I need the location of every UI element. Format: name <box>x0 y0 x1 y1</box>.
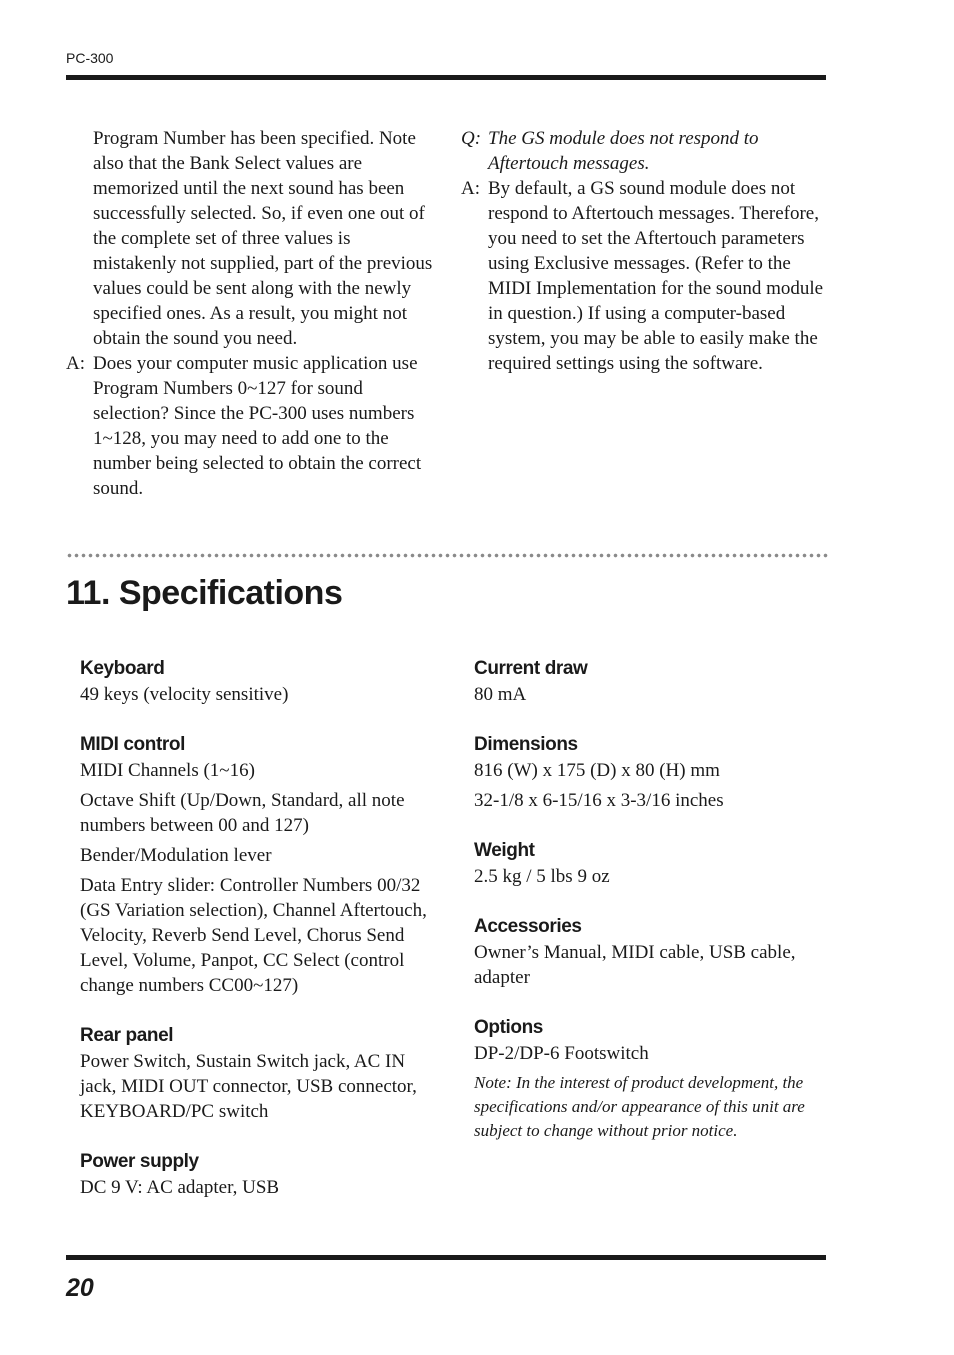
spec-value: MIDI Channels (1~16) <box>80 760 255 781</box>
spec-value: DC 9 V: AC adapter, USB <box>80 1177 280 1198</box>
spec-weight <box>474 838 826 889</box>
spec-heading: Current draw <box>474 658 588 679</box>
spec-value: Owner’s Manual, MIDI cable, USB cable, adapter <box>474 942 796 988</box>
spec-heading: Power supply <box>80 1151 199 1172</box>
header-rule <box>66 75 826 80</box>
faq-question <box>461 126 831 176</box>
answer-marker: A: <box>461 178 480 199</box>
spec-value: Power Switch, Sustain Switch jack, AC IN jack, MIDI OUT connector, USB connector, KEYBOARD/PC switch <box>80 1051 417 1122</box>
spec-value: 2.5 kg / 5 lbs 9 oz <box>474 866 610 887</box>
question-text: The GS module does not respond to Aftertouch messages. <box>488 128 759 174</box>
specs-right-column <box>474 656 826 1168</box>
answer-marker: A: <box>66 353 85 374</box>
spec-rear-panel <box>80 1023 435 1124</box>
answer-text: Does your computer music application use Program Numbers 0~127 for sound selection? Since the PC-300 uses numbers 1~128, you may need to add one to the number being selected to obtain the correct sound. <box>93 353 422 499</box>
spec-accessories <box>474 914 826 990</box>
spec-value: Bender/Modulation lever <box>80 845 272 866</box>
spec-value: DP-2/DP-6 Footswitch <box>474 1043 649 1064</box>
spec-keyboard <box>80 656 435 707</box>
spec-heading: Accessories <box>474 916 582 937</box>
footer-rule <box>66 1255 826 1260</box>
spec-options <box>474 1015 826 1143</box>
spec-heading: Rear panel <box>80 1025 174 1046</box>
spec-heading: MIDI control <box>80 734 185 755</box>
page-number: 20 <box>66 1274 94 1302</box>
faq-left-column <box>66 126 436 501</box>
spec-value: 49 keys (velocity sensitive) <box>80 684 289 705</box>
faq-answer <box>66 351 436 501</box>
specs-left-column <box>80 656 435 1225</box>
answer-text: By default, a GS sound module does not respond to Aftertouch messages. Therefore, you need to set the Aftertouch parameters using Exclusive messages. (Refer to the MIDI Implementation for the sound module in question.) If using a computer-based system, you may be able to easily make the required settings using the software. <box>488 178 824 374</box>
spec-value: 32-1/8 x 6-15/16 x 3-3/16 inches <box>474 790 724 811</box>
section-title: 11. Specifications <box>66 574 343 612</box>
spec-value: Data Entry slider: Controller Numbers 00/32 (GS Variation selection), Channel Aftertouch, Velocity, Reverb Send Level, Chorus Send Level, Volume, Panpot, CC Select (control change numbers CC00~127) <box>80 875 427 996</box>
question-marker: Q: <box>461 128 482 149</box>
spec-heading: Dimensions <box>474 734 578 755</box>
spec-midi-control <box>80 732 435 998</box>
spec-value: Octave Shift (Up/Down, Standard, all note numbers between 00 and 127) <box>80 790 405 836</box>
faq-right-column <box>461 126 831 376</box>
faq-answer <box>461 176 831 376</box>
spec-heading: Weight <box>474 840 535 861</box>
running-header: PC-300 <box>66 50 114 66</box>
spec-heading: Keyboard <box>80 658 165 679</box>
dotted-divider <box>66 553 828 558</box>
spec-power-supply <box>80 1149 435 1200</box>
spec-dimensions <box>474 732 826 813</box>
spec-heading: Options <box>474 1017 543 1038</box>
spec-current-draw <box>474 656 826 707</box>
faq-continuation-text: Program Number has been specified. Note also that the Bank Select values are memorized until the next sound has been successfully selected. So, if even one out of the complete set of three values is mistakenly not supplied, part of the previous values could be sent along with the newly specified ones. As a result, you might not obtain the sound you need. <box>93 128 433 349</box>
spec-value: 816 (W) x 175 (D) x 80 (H) mm <box>474 760 720 781</box>
spec-note: Note: In the interest of product development, the specifications and/or appearance of this unit are subject to change without prior notice. <box>474 1073 805 1140</box>
spec-value: 80 mA <box>474 684 527 705</box>
